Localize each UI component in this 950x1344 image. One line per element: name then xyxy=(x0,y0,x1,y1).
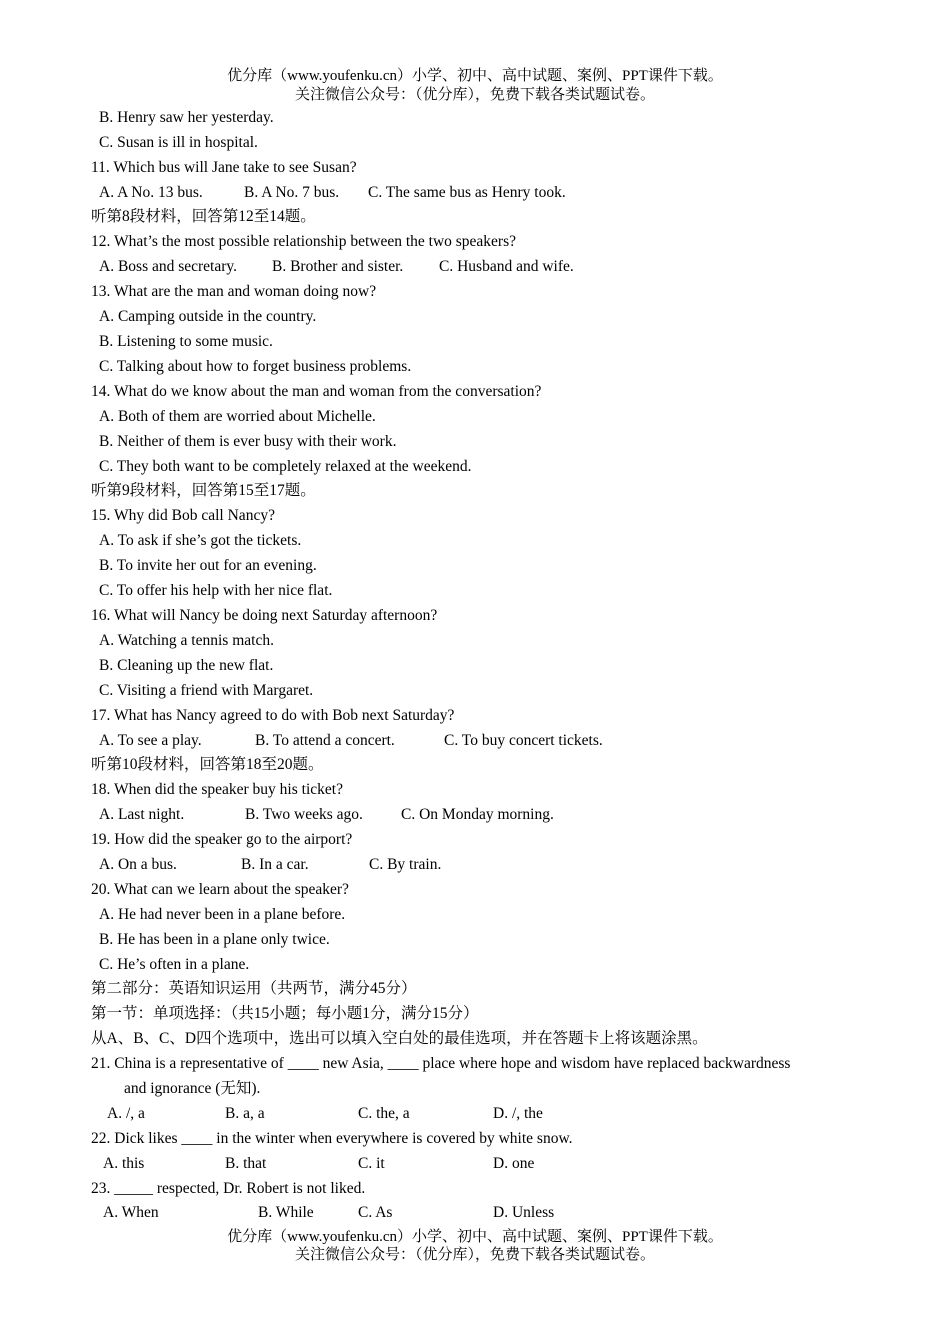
q14-option-a: A. Both of them are worried about Michelle. xyxy=(99,408,376,425)
option-d: D. one xyxy=(493,1155,535,1172)
option-b: B. While xyxy=(258,1204,314,1221)
footer-line-2: 关注微信公众号：（优分库），免费下载各类试题试卷。 xyxy=(294,1247,655,1263)
option-b: B. A No. 7 bus. xyxy=(244,184,340,201)
q13-option-b: B. Listening to some music. xyxy=(99,333,273,350)
q11-stem: 11. Which bus will Jane take to see Susan? xyxy=(91,159,357,176)
q16-option-a: A. Watching a tennis match. xyxy=(99,632,274,649)
option-c: C. The same bus as Henry took. xyxy=(368,184,566,201)
option-b: B. Two weeks ago. xyxy=(245,806,363,823)
section-10-heading: 听第10段材料，回答第18至20题。 xyxy=(91,756,324,773)
q14-stem: 14. What do we know about the man and woman from the conversation? xyxy=(91,383,542,400)
q20-stem: 20. What can we learn about the speaker? xyxy=(91,881,349,898)
header-line-1: 优分库（www.youfenku.cn）小学、初中、高中试题、案例、PPT课件下载。 xyxy=(227,68,723,84)
option-a: A. Boss and secretary. xyxy=(99,258,238,275)
option-c: C. As xyxy=(358,1204,393,1221)
option-a: A. A No. 13 bus. xyxy=(99,184,203,201)
q10-option-c: C. Susan is ill in hospital. xyxy=(99,134,258,151)
q16-option-b: B. Cleaning up the new flat. xyxy=(99,657,274,674)
option-a: A. To see a play. xyxy=(99,732,202,749)
option-c: C. To buy concert tickets. xyxy=(444,732,603,749)
q20-option-c: C. He’s often in a plane. xyxy=(99,956,250,973)
option-c: C. it xyxy=(358,1155,385,1172)
option-b: B. To attend a concert. xyxy=(255,732,395,749)
q16-option-c: C. Visiting a friend with Margaret. xyxy=(99,682,314,699)
section-8-heading: 听第8段材料，回答第12至14题。 xyxy=(91,208,316,225)
q13-stem: 13. What are the man and woman doing now? xyxy=(91,283,377,300)
option-c: C. Husband and wife. xyxy=(439,258,574,275)
option-a: A. When xyxy=(103,1204,159,1221)
q14-option-c: C. They both want to be completely relaxed at the weekend. xyxy=(99,458,472,475)
q16-stem: 16. What will Nancy be doing next Saturday afternoon? xyxy=(91,607,438,624)
q14-option-b: B. Neither of them is ever busy with their work. xyxy=(99,433,397,450)
option-b: B. a, a xyxy=(225,1105,265,1122)
q20-option-a: A. He had never been in a plane before. xyxy=(99,906,346,923)
option-b: B. Brother and sister. xyxy=(272,258,404,275)
option-b: B. that xyxy=(225,1155,267,1172)
instructions: 从A、B、C、D四个选项中，选出可以填入空白处的最佳选项，并在答题卡上将该题涂黑。 xyxy=(91,1030,708,1047)
q15-option-c: C. To offer his help with her nice flat. xyxy=(99,582,333,599)
option-a: A. Last night. xyxy=(99,806,185,823)
option-d: D. Unless xyxy=(493,1204,555,1221)
q10-option-b: B. Henry saw her yesterday. xyxy=(99,109,274,126)
q15-option-a: A. To ask if she’s got the tickets. xyxy=(99,532,302,549)
q12-stem: 12. What’s the most possible relationship between the two speakers? xyxy=(91,233,517,250)
section-1-title: 第一节：单项选择：（共15小题；每小题1分，满分15分） xyxy=(91,1005,479,1022)
option-a: A. this xyxy=(103,1155,145,1172)
q15-option-b: B. To invite her out for an evening. xyxy=(99,557,317,574)
option-b: B. In a car. xyxy=(241,856,309,873)
q21-stem-continuation: and ignorance (无知). xyxy=(124,1080,261,1097)
q21-stem: 21. China is a representative of ____ new Asia, ____ place where hope and wisdom have replaced backwardness xyxy=(91,1055,791,1072)
option-c: C. the, a xyxy=(358,1105,410,1122)
q22-stem: 22. Dick likes ____ in the winter when everywhere is covered by white snow. xyxy=(91,1130,573,1147)
q17-stem: 17. What has Nancy agreed to do with Bob next Saturday? xyxy=(91,707,455,724)
part-2-title: 第二部分：英语知识运用（共两节，满分45分） xyxy=(91,980,417,997)
q18-stem: 18. When did the speaker buy his ticket? xyxy=(91,781,343,798)
footer-line-1: 优分库（www.youfenku.cn）小学、初中、高中试题、案例、PPT课件下载。 xyxy=(227,1229,723,1245)
q13-option-c: C. Talking about how to forget business problems. xyxy=(99,358,412,375)
q19-stem: 19. How did the speaker go to the airport? xyxy=(91,831,353,848)
header-line-2: 关注微信公众号：（优分库），免费下载各类试题试卷。 xyxy=(294,87,655,103)
q15-stem: 15. Why did Bob call Nancy? xyxy=(91,507,275,524)
option-a: A. On a bus. xyxy=(99,856,177,873)
option-c: C. On Monday morning. xyxy=(401,806,554,823)
option-c: C. By train. xyxy=(369,856,442,873)
option-d: D. /, the xyxy=(493,1105,543,1122)
option-a: A. /, a xyxy=(107,1105,145,1122)
section-9-heading: 听第9段材料，回答第15至17题。 xyxy=(91,482,316,499)
q23-stem: 23. _____ respected, Dr. Robert is not liked. xyxy=(91,1180,366,1197)
q13-option-a: A. Camping outside in the country. xyxy=(99,308,317,325)
q20-option-b: B. He has been in a plane only twice. xyxy=(99,931,330,948)
